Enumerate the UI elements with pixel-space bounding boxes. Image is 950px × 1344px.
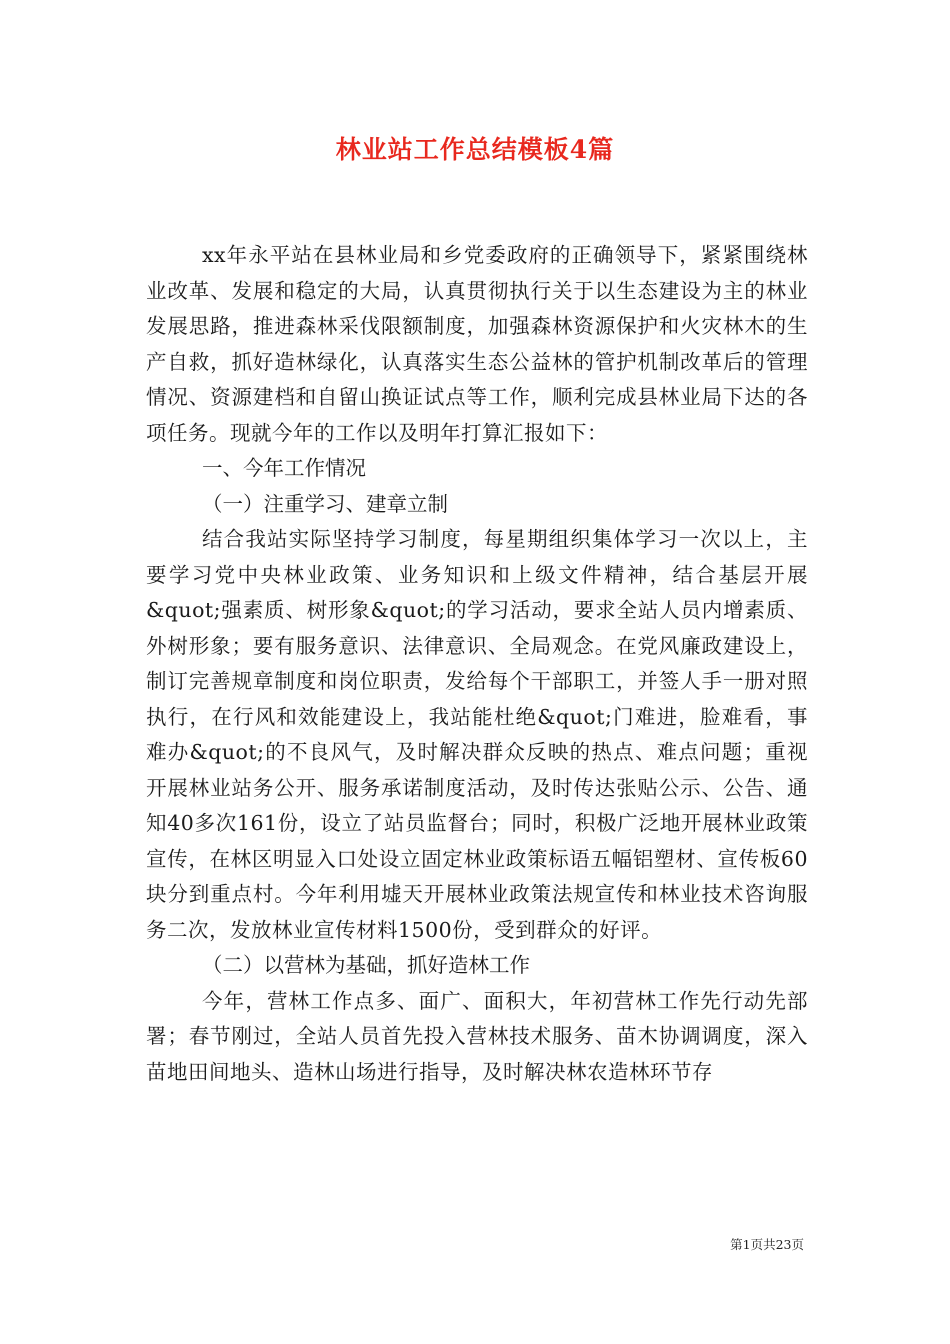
document-body <box>146 238 808 1090</box>
subsection-heading: （一）注重学习、建章立制 <box>202 491 448 516</box>
subsection-paragraph: 结合我站实际坚持学习制度，每星期组织集体学习一次以上，主要学习党中央林业政策、业务知识和上级文件精神，结合基层开展&quot;强素质、树形象&quot;的学习活动，要求全站人员内增素质、外树形象；要有服务意识、法律意识、全局观念。在党风廉政建设上，制订完善规章制度和岗位职责，发给每个干部职工，并签人手一册对照执行，在行风和效能建设上，我站能杜绝&quot;门难进，脸难看，事难办&quot;的不良风气，及时解决群众反映的热点、难点问题；重视开展林业站务公开、服务承诺制度活动，及时传达张贴公示、公告、通知40多次161份，设立了站员监督台；同时，积极广泛地开展林业政策宣传，在林区明显入口处设立固定林业政策标语五幅铝塑材、宣传板60块分到重点村。今年利用墟天开展林业政策法规宣传和林业技术咨询服务二次，发放林业宣传材料1500份，受到群众的好评。 <box>146 527 808 942</box>
document-title: 林业站工作总结模板4篇 <box>335 135 615 164</box>
subsection-paragraph: 今年，营林工作点多、面广、面积大，年初营林工作先行动先部署；春节刚过，全站人员首先投入营林技术服务、苗木协调调度，深入苗地田间地头、造林山场进行指导，及时解决林农造林环节存 <box>146 988 808 1084</box>
section-heading: 一、今年工作情况 <box>202 456 366 480</box>
page-number: 第1页共23页 <box>730 1237 804 1252</box>
intro-paragraph: xx年永平站在县林业局和乡党委政府的正确领导下，紧紧围绕林业改革、发展和稳定的大局，认真贯彻执行关于以生态建设为主的林业发展思路，推进森林采伐限额制度，加强森林资源保护和火灾林木的生产自救，抓好造林绿化，认真落实生态公益林的管护机制改革后的管理情况、资源建档和自留山换证试点等工作，顺利完成县林业局下达的各项任务。现就今年的工作以及明年打算汇报如下： <box>146 243 808 445</box>
subsection-heading: （二）以营林为基础，抓好造林工作 <box>202 953 530 977</box>
